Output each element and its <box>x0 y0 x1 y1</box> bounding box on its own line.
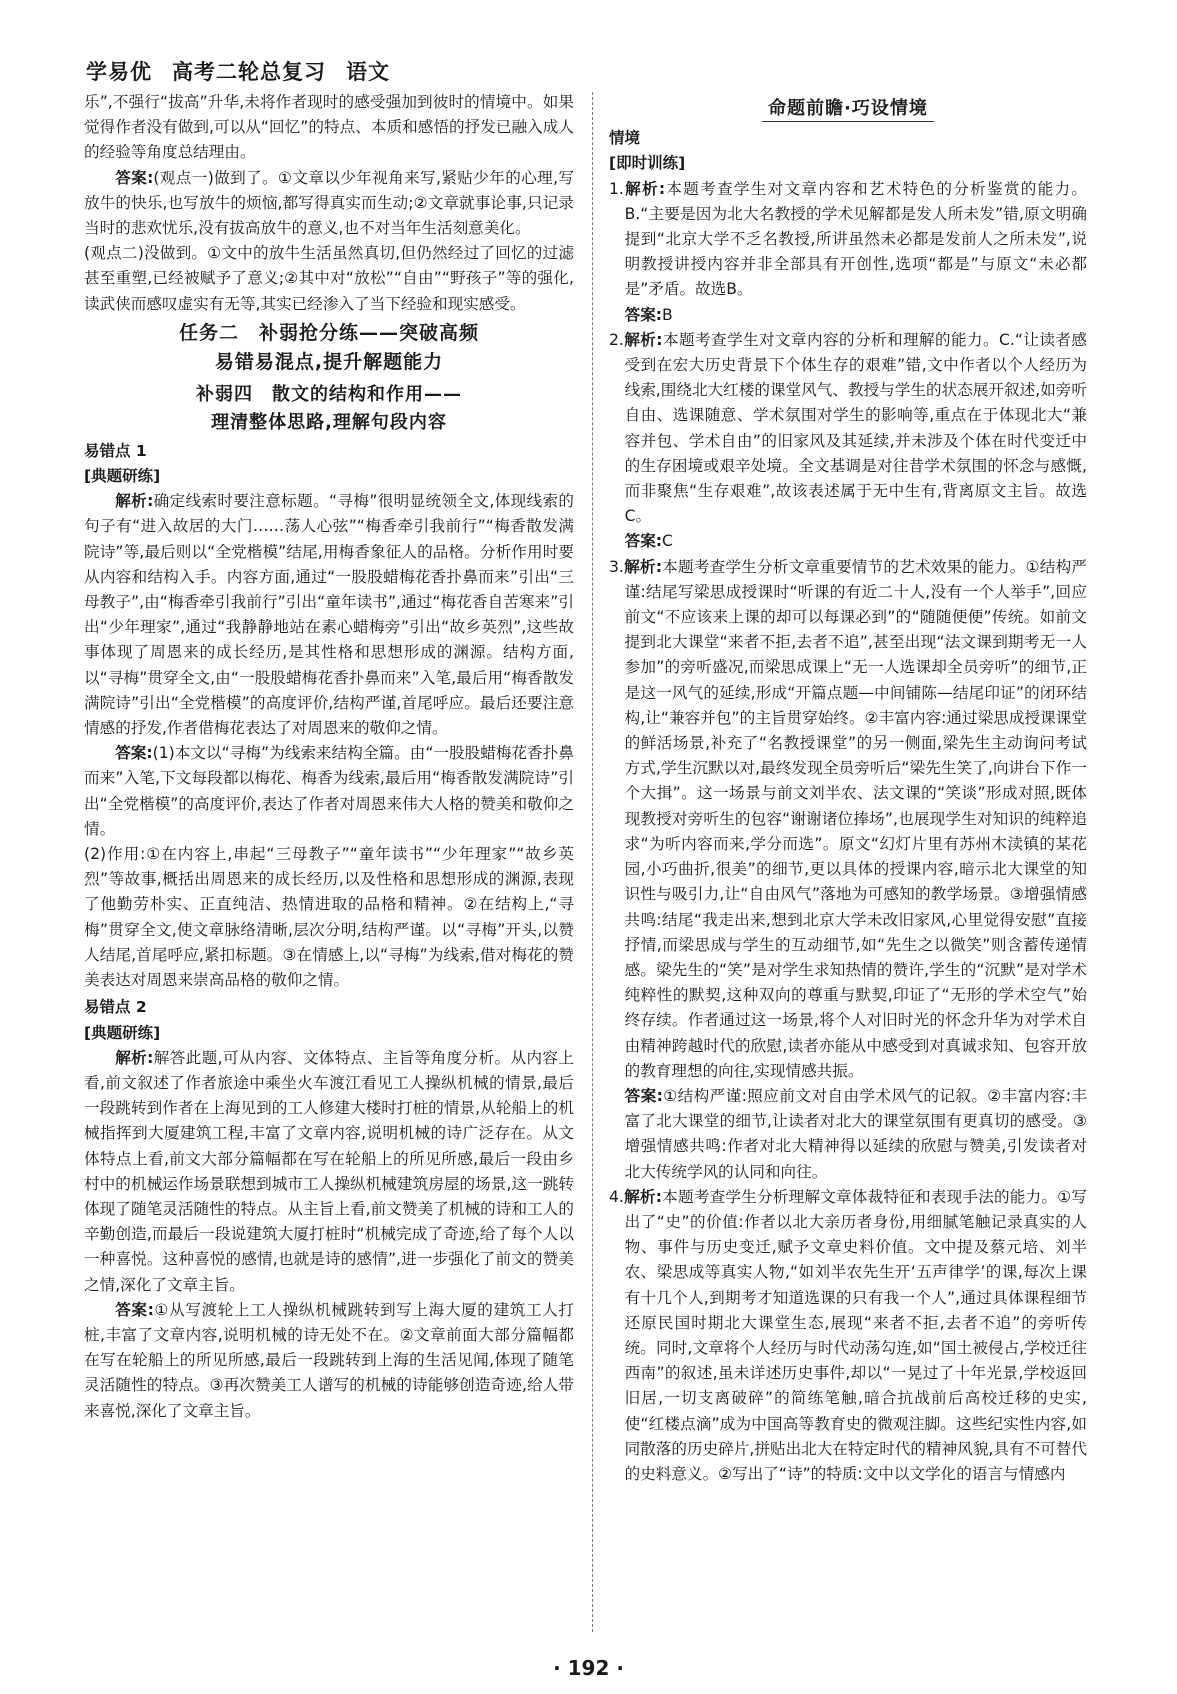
analysis-label: 解析: <box>623 179 666 198</box>
bracket-2: [典题研练] <box>84 1023 161 1042</box>
subject: 语文 <box>346 60 390 84</box>
analysis-1 <box>84 489 574 741</box>
answer-2 <box>84 741 574 842</box>
point-1: 易错点 1 <box>84 441 147 460</box>
box-title <box>609 96 1087 122</box>
answer-2-part2: (2)作用:①在内容上,串起“三母教子”“童年读书”“少年理家”“故乡英烈”等故事,概括出周恩来的成长经历,以及性格和思想形成的渊源,表现了他勤劳朴实、正直纯洁、热情进取的品格和精神。②在结构上,“寻梅”贯穿全文,使文章脉络清晰,层次分明,结构严谨。以“寻梅”开头,以赞人结尾,首尾呼应,紧扣标题。③在情感上,以“寻梅”为线索,借对梅花的赞美表达对周恩来崇高品格的敬仰之情。 <box>84 845 574 990</box>
question-3-analysis <box>609 555 1087 1084</box>
question-3-answer <box>609 1084 1087 1185</box>
paragraph-continued: 乐”,不强行“拔高”升华,未将作者现时的感受强加到彼时的情境中。如果觉得作者没有做到,可以从“回忆”的特点、本质和感悟的抒发已融入成人的经验等角度总结理由。 <box>84 93 574 162</box>
answer-1 <box>84 166 574 242</box>
scenario-label: 情境 <box>609 129 641 148</box>
question-number: 1. <box>609 179 624 198</box>
question-number: 3. <box>609 557 624 576</box>
task-title-2: 易错易混点,提升解题能力 <box>214 350 444 373</box>
page-header <box>86 56 390 86</box>
analysis-text: 本题考查学生对文章内容的分析和理解的能力。C.“让读者感受到在宏大历史背景下个体生存的艰难”错,文中作者以个人经历为线索,围绕北大红楼的课堂风气、教授与学生的状态展开叙述,如旁听自由、选课随意、学术氛围对学生的影响等,重点在于体现北大“兼容并包、学术自由”的旧家风及其延续,并未涉及个体在时代变迁中的生存困境或艰辛处境。全文基调是对往昔学术氛围的怀念与感慨,而非聚焦“生存艰难”,故该表述属于无中生有,背离原文主旨。故选C。 <box>624 330 1087 526</box>
analysis-label: 解析: <box>115 492 154 511</box>
answer-text: C <box>662 532 673 551</box>
point-2: 易错点 2 <box>84 998 147 1017</box>
right-column <box>609 96 1087 1487</box>
left-column <box>84 90 574 1424</box>
sub-title-2: 理清整体思路,理解句段内容 <box>211 411 447 433</box>
answer-label: 答案: <box>624 532 663 551</box>
question-number: 2. <box>609 330 624 349</box>
column-divider <box>592 92 593 1632</box>
question-2-analysis <box>609 328 1087 530</box>
brand: 学易优 <box>86 60 152 84</box>
analysis-label: 解析: <box>623 330 663 349</box>
answer-label: 答案: <box>115 744 153 763</box>
answer-text: B <box>662 305 673 324</box>
answer-text: ①结构严谨:照应前文对自由学术风气的记叙。②丰富内容:丰富了北大课堂的细节,让读者对北大的课堂氛围有更真切的感受。③增强情感共鸣:作者对北大精神得以延续的欣慰与赞美,引发读者对北大传统学风的认同和向往。 <box>624 1086 1087 1181</box>
question-1-answer <box>609 303 1087 328</box>
analysis-text: 本题考查学生分析文章重要情节的艺术效果的能力。①结构严谨:结尾写梁思成授课时“听课的有近二十人,没有一个人举手”,回应前文“不应该来上课的却可以每课必到”的“随随便便”传统。如前文提到北大课堂“来者不拒,去者不追”,甚至出现“法文课到期考无一人参加”的旁听盛况,而梁思成课上“无一人选课却全员旁听”的细节,正是这一风气的延续,形成“开篇点题—中间铺陈—结尾印证”的闭环结构,让“兼容并包”的主旨贯穿始终。②丰富内容:通过梁思成授课课堂的鲜活场景,补充了“名教授课堂”的另一侧面,梁先生主动询问考试方式,学生沉默以对,最终发现全员旁听后“梁先生笑了,向讲台下作一个大揖”。这一场景与前文刘半农、法文课的“笑谈”形成对照,既体现教授对旁听生的包容“谢谢诸位捧场”,也展现学生对知识的纯粹追求“为听内容而来,学分而选”。原文“幻灯片里有苏州木渎镇的某花园,小巧曲折,很美”的细节,更以具体的授课内容,暗示北大课堂的知识性与吸引力,让“自由风气”落地为可感知的教学场景。③增强情感共鸣:结尾“我走出来,想到北京大学未改旧家风,心里觉得安慰”直接抒情,而梁思成与学生的互动细节,如“先生之以微笑”则含蓄传递情感。梁先生的“笑”是对学生求知热情的赞许,学生的“沉默”是对学术纯粹性的默契,这种双向的尊重与默契,印证了“无形的学术空气”始终存续。作者通过这一场景,将个人对旧时光的怀念升华为对学术自由精神跨越时代的欣慰,读者亦能从中感受到对真诚求知、包容开放的教育理想的向往,实现情感共振。 <box>624 557 1087 1080</box>
answer-3 <box>84 1298 574 1424</box>
analysis-label: 解析: <box>623 557 662 576</box>
answer-label: 答案: <box>115 1300 154 1319</box>
bracket-1: [典题研练] <box>84 467 161 486</box>
answer-text: (观点一)做到了。①文章以少年视角来写,紧贴少年的心理,写放牛的快乐,也写放牛的烦恼,都写得真实而生动;②文章就事论事,只记录当时的悲欢忧乐,没有拔高放牛的意义,也不对当年生活刻意美化。 <box>84 168 574 238</box>
box-title-text: 命题前瞻·巧设情境 <box>762 96 934 122</box>
question-2-answer <box>609 529 1087 554</box>
analysis-text: 本题考查学生分析理解文章体裁特征和表现手法的能力。①写出了“史”的价值:作者以北大亲历者身份,用细腻笔触记录真实的人物、事件与历史变迁,赋予文章史料价值。文中提及蔡元培、刘半农、梁思成等真实人物,“如刘半农先生开‘五声律学’的课,每次上课有十几个人,到期考才知道选课的只有我一个人”,通过具体课程细节还原民国时期北大课堂生态,展现“来者不拒,去者不追”的旁听传统。同时,文章将个人经历与时代动荡勾连,如“国土被侵占,学校迁往西南”的叙述,虽未详述历史事件,却以“一晃过了十年光景,学校返回旧居,一切支离破碎”的简练笔触,暗合抗战前后高校迁移的史实,使“红楼点滴”成为中国高等教育史的微观注脚。这些纪实性内容,如同散落的历史碎片,拼贴出北大在特定时代的精神风貌,具有不可替代的史料意义。②写出了“诗”的特质:文中以文学化的语言与情感内 <box>624 1187 1087 1483</box>
series-title: 高考二轮总复习 <box>172 60 326 84</box>
analysis-label: 解析: <box>623 1187 662 1206</box>
analysis-2 <box>84 1046 574 1298</box>
answer-label: 答案: <box>624 305 663 324</box>
analysis-text: 确定线索时要注意标题。“寻梅”很明显统领全文,体现线索的句子有“进入故居的大门……荡人心弦”“梅香牵引我前行”“梅香散发满院诗”等,最后则以“全党楷模”结尾,用梅香象征人的品格。分析作用时要从内容和结构入手。内容方面,通过“一股股蜡梅花香扑鼻而来”引出“三母教子”,由“梅香牵引我前行”引出“童年读书”,通过“梅花香自苦寒来”引出“少年理家”,通过“我静静地站在素心蜡梅旁”引出“故乡英烈”,这些故事体现了周恩来的成长经历,是其性格和思想形成的渊源。结构方面,以“寻梅”贯穿全文,由“一股股蜡梅花香扑鼻而来”入笔,最后用“梅香散发满院诗”引出“全党楷模”的高度评价,结构严谨,首尾呼应。最后还要注意情感的抒发,作者借梅花表达了对周恩来的敬仰之情。 <box>84 492 574 738</box>
bracket-training: [即时训练] <box>609 154 686 173</box>
sub-title-1: 补弱四 散文的结构和作用—— <box>196 383 462 405</box>
answer-text: (1)本文以“寻梅”为线索来结构全篇。由“一股股蜡梅花香扑鼻而来”入笔,下文每段都以梅花、梅香为线索,最后用“梅香散发满院诗”引出“全党楷模”的高度评价,表达了作者对周恩来伟大人格的赞美和敬仰之情。 <box>84 744 574 838</box>
analysis-text: 本题考查学生对文章内容和艺术特色的分析鉴赏的能力。B.“主要是因为北大名教授的学术见解都是发人所未发”错,原文明确提到“北京大学不乏名教授,所讲虽然未必都是发前人之所未发”,说明教授讲授内容并非全部具有开创性,选项“都是”与原文“未必都是”矛盾。故选B。 <box>624 179 1087 299</box>
answer-label: 答案: <box>624 1086 663 1105</box>
answer-label: 答案: <box>115 168 154 187</box>
question-4-analysis <box>609 1185 1087 1487</box>
analysis-text: 解答此题,可从内容、文体特点、主旨等角度分析。从内容上看,前文叙述了作者旅途中乘坐火车渡江看见工人操纵机械的情景,最后一段跳转到作者在上海见到的工人修建大楼时打桩的情景,从轮船上的机械指挥到大厦建筑工程,丰富了文章内容,说明机械的诗广泛存在。从文体特点上看,前文大部分篇幅都在写在轮船上的所见所感,最后一段由乡村中的机械运作场景联想到城市工人操纵机械建筑房屋的场景,这一跳转体现了随笔灵活随性的特点。从主旨上看,前文赞美了机械的诗和工人的辛勤创造,而最后一段说建筑大厦打桩时“机械完成了奇迹,给了每个人以一种喜悦。这种喜悦的感情,也就是诗的感情”,进一步强化了前文的赞美之情,深化了文章主旨。 <box>84 1048 574 1294</box>
answer-text: ①从写渡轮上工人操纵机械跳转到写上海大厦的建筑工人打桩,丰富了文章内容,说明机械的诗无处不在。②文章前面大部分篇幅都在写在轮船上的所见所感,最后一段跳转到上海的生活见闻,体现了随笔灵活随性的特点。③再次赞美工人谱写的机械的诗能够创造奇迹,给人带来喜悦,深化了文章主旨。 <box>84 1300 574 1420</box>
answer-1-part2: (观点二)没做到。①文中的放牛生活虽然真切,但仍然经过了回忆的过滤甚至重塑,已经被赋予了意义;②其中对“放松”“自由”“野孩子”等的强化,读武侠而感叹虚实有无等,其实已经渗入了当下经验和现实感受。 <box>84 244 574 313</box>
question-number: 4. <box>609 1187 624 1206</box>
analysis-label: 解析: <box>115 1048 154 1067</box>
page-number: · 192 · <box>553 1656 624 1680</box>
question-1-analysis <box>609 177 1087 303</box>
task-title-1: 任务二 补弱抢分练——突破高频 <box>178 321 479 344</box>
